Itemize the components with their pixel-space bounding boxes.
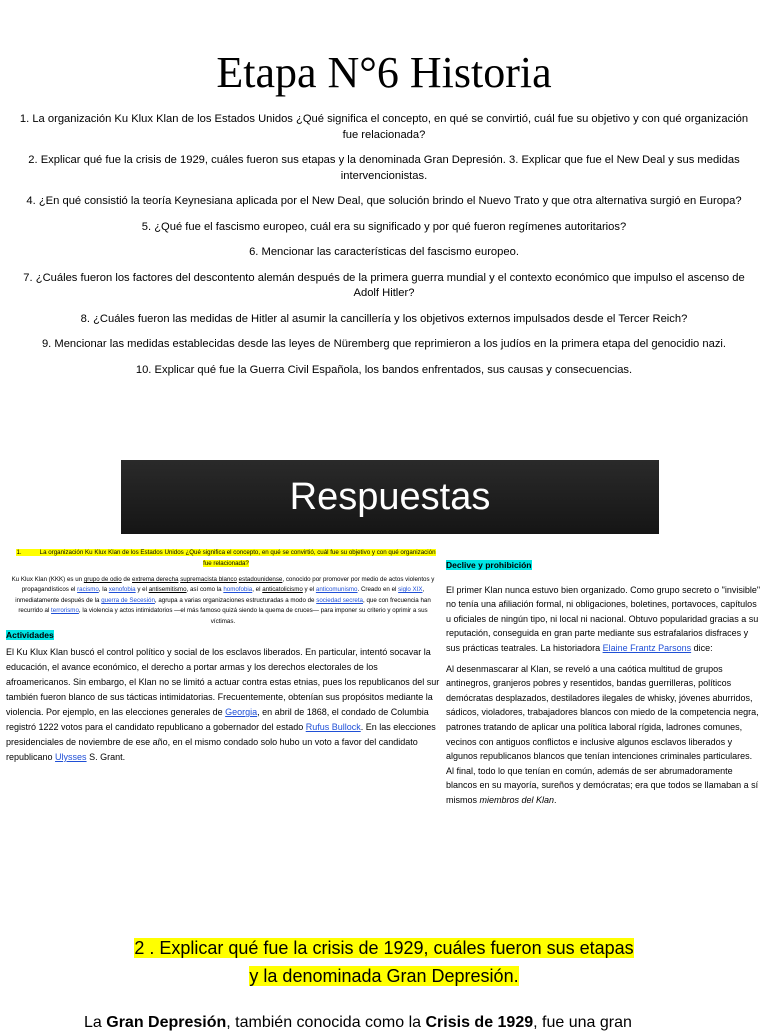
link-anticomunismo[interactable]: anticomunismo xyxy=(315,586,358,594)
question-item: 7. ¿Cuáles fueron los factores del descontento alemán después de la primera guerra mundial y el contexto económico que impulso el ascenso de Adolf Hitler? xyxy=(23,271,745,299)
question-item: 10. Explicar qué fue la Guerra Civil Española, los bandos enfrentados, sus causas y consecuencias. xyxy=(135,363,633,376)
link-antisemitismo[interactable]: antisemitismo xyxy=(148,586,187,594)
question-text: La organización Ku Klux Klan de los Estados Unidos ¿Qué significa el concepto, en qué se convirtió, cuál fue su objetivo y con qué organización fue relacionada? xyxy=(39,549,436,567)
question-number: 1. xyxy=(16,549,22,556)
left-column xyxy=(6,548,440,765)
section-2-heading xyxy=(0,934,768,990)
actividades-heading: Actividades xyxy=(6,630,54,641)
kkk-definition: Ku Klux Klan (KKK) es un grupo de odio de extrema derecha supremacista blanco estadounidense, conocido por promover por medio de actos violentos y propagandísticos el racismo, la xenofobia y el antisemitismo, así como la homofobia, el anticatolicismo y el anticomunismo. Creado en el siglo XIX, inmediatamente después de la guerra de Secesión, agrupa a varias organizaciones estructuradas a modo de sociedad secreta, que con frecuencia han recurrido al terrorismo, la violencia y actos intimidatorios —el más famoso quizá siendo la quema de cruces— para imponer su criterio y oprimir a sus víctimas. xyxy=(11,576,435,625)
link-ulysses[interactable]: Ulysses xyxy=(55,752,87,763)
link-grupo-de-odio[interactable]: grupo de odio xyxy=(83,576,122,583)
right-column xyxy=(446,558,762,808)
section-2-line-1: 2 . Explicar qué fue la crisis de 1929, cuáles fueron sus etapas xyxy=(134,938,634,958)
link-guerra-de-secesion[interactable]: guerra de Secesión xyxy=(101,596,155,604)
actividades-paragraph: El Ku Klux Klan buscó el control político y social de los esclavos liberados. En particular, intentó socavar la educación, el avance económico, el derecho a portar armas y los derechos electorales de los afroamericanos. Sin embargo, el Klan no se limitó a actuar contra estas etnias, pues los republicanos del sur también fueron blanco de sus tácticas intimidatorias. Frecuentemente, obtenían sus propósitos mediante la violencia. Por ejemplo, en las elecciones generales de Georgia, en abril de 1868, el condado de Columbia registró 1222 votos para el candidato republicano a gobernador del estado Rufus Bullock. En las elecciones presidenciales de noviembre de ese año, en el mismo condado solo hubo un voto a favor del candidato republicano Ulysses S. Grant. xyxy=(6,647,440,763)
question-item: 6. Mencionar las características del fascismo europeo. xyxy=(249,246,519,258)
question-item: 4. ¿En qué consistió la teoría Keynesiana aplicada por el New Deal, que solución brindo el Nuevo Trato y que otra alternativa surgió en Europa? xyxy=(26,195,742,207)
link-xenofobia[interactable]: xenofobia xyxy=(108,586,136,594)
link-georgia[interactable]: Georgia xyxy=(225,707,258,718)
declive-heading: Declive y prohibición xyxy=(446,560,532,570)
link-homofobia[interactable]: homofobia xyxy=(223,586,253,594)
banner-title: Respuestas xyxy=(289,476,491,518)
link-rufus-bullock[interactable]: Rufus Bullock xyxy=(305,722,361,733)
link-elaine-frantz-parsons[interactable]: Elaine Frantz Parsons xyxy=(602,642,692,653)
link-terrorismo[interactable]: terrorismo xyxy=(51,607,79,615)
link-sociedad-secreta[interactable]: sociedad secreta xyxy=(316,596,363,604)
link-supremacista-blanco[interactable]: supremacista blanco xyxy=(180,576,237,583)
question-item: 2. Explicar qué fue la crisis de 1929, cuáles fueron sus etapas y la denominada Gran Depresión. 3. Explicar que fue el New Deal y sus medidas intervencionistas. xyxy=(28,154,740,182)
link-estadounidense[interactable]: estadounidense xyxy=(238,576,283,583)
question-item: 9. Mencionar las medidas establecidas desde las leyes de Nüremberg que reprimieron a los judíos en la primera etapa del genocidio nazi. xyxy=(41,338,727,350)
section-2-line-2: y la denominada Gran Depresión. xyxy=(249,966,519,986)
respuestas-banner xyxy=(121,460,659,534)
page-title: Etapa N°6 Historia xyxy=(216,48,552,97)
emphasis-text: miembros del Klan xyxy=(479,794,555,805)
answer-question-1 xyxy=(6,548,440,569)
question-item: 1. La organización Ku Klux Klan de los Estados Unidos ¿Qué significa el concepto, en qué se convirtió, cuál fue su objetivo y con qué organización fue relacionada? xyxy=(19,113,749,141)
link-anticatolicismo[interactable]: anticatolicismo xyxy=(262,586,303,594)
gran-depresion-paragraph: La Gran Depresión, también conocida como la Crisis de 1929, fue una gran xyxy=(84,1014,632,1031)
link-extrema-derecha[interactable]: extrema derecha xyxy=(132,576,179,583)
question-item: 8. ¿Cuáles fueron las medidas de Hitler al asumir la cancillería y los objetivos externos impulsados desde el Tercer Reich? xyxy=(80,312,688,325)
declive-paragraph: El primer Klan nunca estuvo bien organizado. Como grupo secreto o "invisible" no tenía una afiliación formal, ni obligaciones, boletines, portavoces, capítulos u oficiales de ningún tipo, ni local ni nacional. Obtuvo popularidad gracias a su reputación, conseguida en gran parte mediante sus estrafalarios disfraces y sus prácticas teatrales. La historiadora Elaine Frantz Parsons dice: xyxy=(446,584,761,653)
question-list xyxy=(14,112,754,388)
link-racismo[interactable]: racismo xyxy=(77,586,99,594)
quote-paragraph: Al desenmascarar al Klan, se reveló a una caótica multitud de grupos antinegros, granjeros pobres y resentidos, bandas guerrilleras, políticos demócratas desplazados, destiladores ilegales de whisky, jóvenes aburridos, sádicos, violadores, trabajadores blancos con miedo de la competencia negra, patrones tratando de aplicar una política laboral rígida, ladrones comunes, vecinos con antiguos conflictos e inclusive algunos esclavos liberados y algunos republicanos blancos que tenían intenciones criminales particulares. Al final, todo lo que tenían en común, además de ser abrumadoramente blancos en su mayoría, sureños y demócratas; era que todos se llamaban a sí mismos miembros del Klan. xyxy=(446,663,759,805)
link-siglo-xix[interactable]: siglo XIX xyxy=(398,586,423,594)
question-item: 5. ¿Qué fue el fascismo europeo, cuál era su significado y por qué fueron regímenes autoritarios? xyxy=(141,220,627,233)
